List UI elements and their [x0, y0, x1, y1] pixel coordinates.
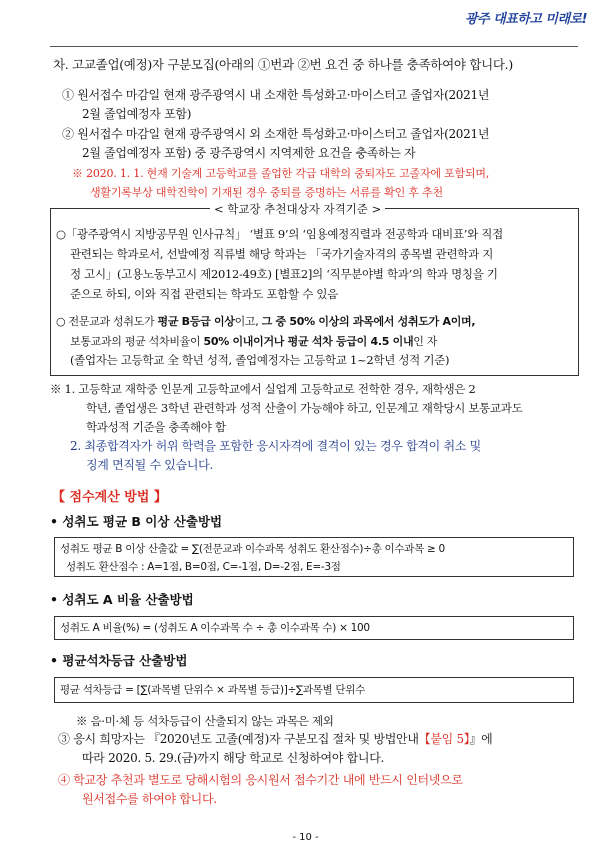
note-1-line2: 학년, 졸업생은 3학년 관련학과 성적 산출이 가능해야 하고, 인문계고 재학당시 보통교과도	[86, 401, 523, 415]
eligibility-p2-line2	[70, 332, 437, 351]
score-b2-formula: 성취도 A 비율(%) = (성취도 A 이수과목 수 ÷ 총 이수과목 수) × 100	[60, 622, 370, 634]
eligibility-p2-l1-c: 이고,	[234, 315, 262, 328]
note-2-line1: 2. 최종합격자가 허위 학력을 포함한 응시자격에 결격이 있는 경우 합격이 취소 및	[70, 439, 481, 453]
application-note-line2: 따라 2020. 5. 29.(금)까지 해당 학교로 신청하여야 합니다.	[82, 751, 385, 765]
eligibility-p2-l2-b: 50% 이내이거나 평균 석차 등급이 4.5 이내	[203, 335, 414, 348]
application-note-line1	[58, 730, 492, 749]
application-note-l1-c: 』에	[469, 732, 493, 746]
eligibility-p1-line1: ○「광주광역시 지방공무원 인사규칙」 ‘별표 9’의 ‘임용예정직렬과 전공학과 대비표’와 직접	[56, 227, 503, 241]
section-title: 차. 고교졸업(예정)자 구분모집(아래의 ①번과 ②번 요건 중 하나를 충족하여야 합니다.)	[53, 57, 513, 72]
excluded-subjects-note: ※ 음·미·체 등 석차등급이 산출되지 않는 과목은 제외	[76, 714, 334, 728]
note-1-line3: 학과성적 기준을 충족해야 함	[86, 420, 226, 434]
eligibility-p1-line4: 준으로 하되, 이와 직접 관련되는 학과도 포함할 수 있음	[70, 287, 338, 301]
header-divider	[50, 46, 578, 47]
dropout-note-line1: ※ 2020. 1. 1. 현재 기술계 고등학교를 졸업한 각급 대학의 중퇴자도 고졸자에 포함되며,	[72, 167, 490, 180]
attachment-5-label: 【붙임 5】	[418, 732, 470, 746]
score-b1-formula2: 성취도 환산점수 : A=1점, B=0점, C=-1점, D=-2점, E=-3점	[66, 561, 341, 573]
eligibility-p2-l2-a: 보통교과의 평균 석차비율이	[70, 335, 204, 348]
eligibility-box-title: < 학교장 추천대상자 자격기준 >	[210, 201, 385, 217]
eligibility-p2-l2-c: 인 자	[413, 335, 438, 348]
requirement-1-line1: ① 원서접수 마감일 현재 광주광역시 내 소재한 특성화고·마이스터고 졸업자(2021년	[62, 88, 490, 102]
eligibility-p2-line3: (졸업자는 고등학교 全 학년 성적, 졸업예정자는 고등학교 1~2학년 성적 기준)	[70, 353, 450, 367]
score-section-heading: 【 점수계산 방법 】	[52, 490, 167, 505]
score-b2-title: • 성취도 A 비율 산출방법	[50, 592, 194, 607]
score-b1-formula1: 성취도 평균 B 이상 산출값 = ∑(전문교과 이수과목 성취도 환산점수)÷총 이수과목 ≥ 0	[60, 543, 445, 555]
page-number: - 10 -	[292, 832, 319, 843]
score-b1-title: • 성취도 평균 B 이상 산출방법	[50, 514, 223, 529]
note-2-line2: 징계 면직될 수 있습니다.	[86, 458, 213, 472]
eligibility-p2-line1	[56, 312, 475, 331]
score-b3-formula-box	[54, 677, 574, 703]
requirement-1-line2: 2월 졸업예정자 포함)	[82, 107, 192, 121]
score-b2-formula-box	[54, 616, 574, 640]
score-b3-title: • 평균석차등급 산출방법	[50, 653, 188, 668]
dropout-note-line2: 생활기록부상 대학진학이 기재된 경우 중퇴를 증명하는 서류를 확인 후 추천	[90, 186, 443, 199]
online-apply-note-line2: 원서접수를 하여야 합니다.	[82, 792, 217, 806]
requirement-2-line1: ② 원서접수 마감일 현재 광주광역시 외 소재한 특성화고·마이스터고 졸업자(2021년	[62, 127, 490, 141]
eligibility-p1-line2: 관련되는 학과로서, 선발예정 직류별 해당 학과는 「국가기술자격의 종목별 관련학과 지	[70, 247, 494, 261]
eligibility-p1-line3: 정 고시」(고용노동부고시 제2012-49호) [별표2]의 ‘직무분야별 학과’의 학과 명칭을 기	[70, 267, 498, 281]
eligibility-p2-l1-b: 평균 B등급 이상	[157, 315, 235, 328]
application-note-l1-a: ③ 응시 희망자는 『2020년도 고졸(예정)자 구분모집 절차 및 방법안내	[58, 732, 419, 746]
eligibility-p2-l1-a: ○ 전문교과 성취도가	[56, 315, 158, 328]
header-logo: 광주 대표하고 미래로!	[465, 12, 588, 27]
score-b1-formula-box	[54, 537, 574, 577]
eligibility-p2-l1-d: 그 중 50% 이상의 과목에서 성취도가 A이며,	[261, 315, 476, 328]
requirement-2-line2: 2월 졸업예정자 포함) 중 광주광역시 지역제한 요건을 충족하는 자	[82, 146, 416, 160]
online-apply-note-line1: ④ 학교장 추천과 별도로 당해시험의 응시원서 접수기간 내에 반드시 인터넷으로	[58, 773, 463, 787]
score-b3-formula: 평균 석차등급 = [∑(과목별 단위수 × 과목별 등급)]÷∑과목별 단위수	[60, 684, 365, 696]
note-1-line1: ※ 1. 고등학교 재학중 인문계 고등학교에서 실업계 고등학교로 전학한 경우, 재학생은 2	[50, 382, 476, 396]
